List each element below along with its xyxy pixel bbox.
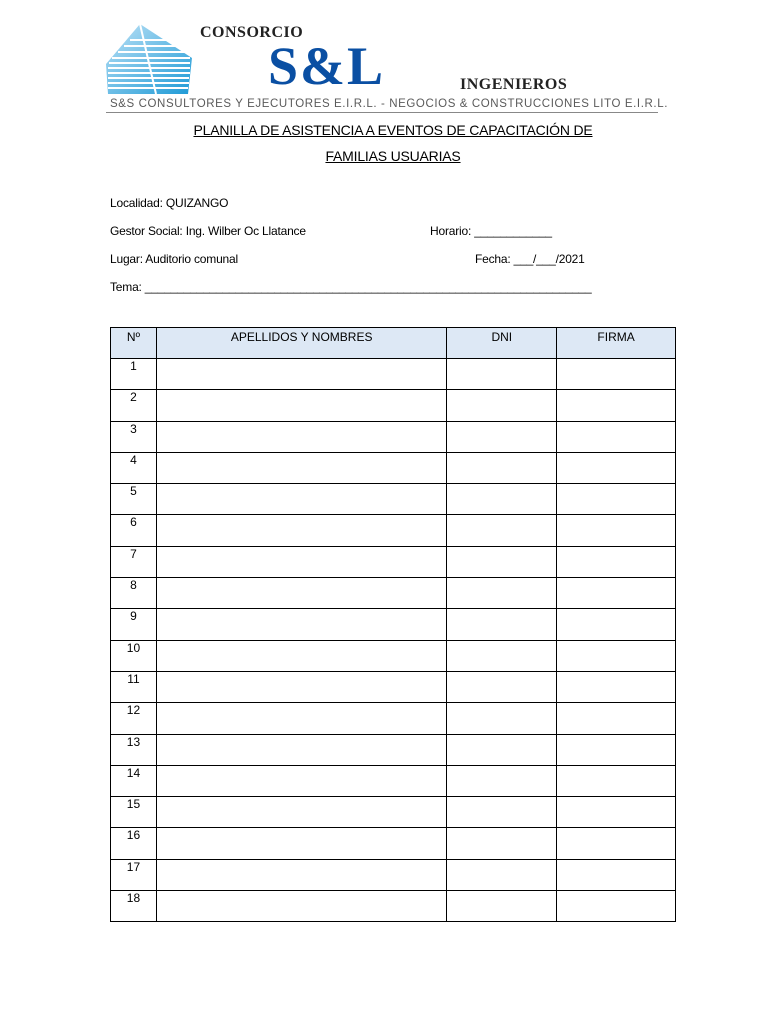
dni-cell[interactable] xyxy=(447,359,557,390)
name-cell[interactable] xyxy=(156,578,446,609)
dni-cell[interactable] xyxy=(447,546,557,577)
dni-cell[interactable] xyxy=(447,891,557,922)
table-row xyxy=(111,703,676,734)
row-number: 17 xyxy=(111,859,157,890)
table-row xyxy=(111,452,676,483)
row-number: 15 xyxy=(111,797,157,828)
table-row xyxy=(111,484,676,515)
row-number: 6 xyxy=(111,515,157,546)
name-cell[interactable] xyxy=(156,484,446,515)
row-number: 2 xyxy=(111,390,157,421)
name-cell[interactable] xyxy=(156,828,446,859)
field-localidad: Localidad: QUIZANGO xyxy=(110,196,229,210)
table-header-row xyxy=(111,328,676,359)
document-title-line1: PLANILLA DE ASISTENCIA A EVENTOS DE CAPACITACIÓN DE xyxy=(193,122,593,138)
signature-cell[interactable] xyxy=(557,828,676,859)
field-lugar: Lugar: Auditorio comunal xyxy=(110,252,238,266)
header-signature: FIRMA xyxy=(557,328,676,359)
field-gestor-social: Gestor Social: Ing. Wilber Oc Llatance xyxy=(110,224,306,238)
table-row xyxy=(111,546,676,577)
attendance-table xyxy=(110,327,676,922)
table-row xyxy=(111,859,676,890)
table-row xyxy=(111,421,676,452)
signature-cell[interactable] xyxy=(557,640,676,671)
row-number: 5 xyxy=(111,484,157,515)
document-title-line2: FAMILIAS USUARIAS xyxy=(325,148,461,164)
dni-cell[interactable] xyxy=(447,515,557,546)
row-number: 12 xyxy=(111,703,157,734)
row-number: 4 xyxy=(111,452,157,483)
signature-cell[interactable] xyxy=(557,578,676,609)
signature-cell[interactable] xyxy=(557,859,676,890)
table-row xyxy=(111,359,676,390)
name-cell[interactable] xyxy=(156,703,446,734)
dni-cell[interactable] xyxy=(447,859,557,890)
signature-cell[interactable] xyxy=(557,671,676,702)
name-cell[interactable] xyxy=(156,359,446,390)
header-dni: DNI xyxy=(447,328,557,359)
name-cell[interactable] xyxy=(156,452,446,483)
name-cell[interactable] xyxy=(156,609,446,640)
field-fecha[interactable]: Fecha: ___/___/2021 xyxy=(475,252,585,266)
name-cell[interactable] xyxy=(156,640,446,671)
signature-cell[interactable] xyxy=(557,421,676,452)
row-number: 13 xyxy=(111,734,157,765)
dni-cell[interactable] xyxy=(447,421,557,452)
row-number: 7 xyxy=(111,546,157,577)
signature-cell[interactable] xyxy=(557,609,676,640)
signature-cell[interactable] xyxy=(557,546,676,577)
signature-cell[interactable] xyxy=(557,484,676,515)
header-number: Nº xyxy=(111,328,157,359)
table-row xyxy=(111,640,676,671)
table-row xyxy=(111,390,676,421)
dni-cell[interactable] xyxy=(447,484,557,515)
name-cell[interactable] xyxy=(156,546,446,577)
dni-cell[interactable] xyxy=(447,765,557,796)
field-tema[interactable]: Tema: _____________________________________________________________________ xyxy=(110,280,592,294)
signature-cell[interactable] xyxy=(557,891,676,922)
dni-cell[interactable] xyxy=(447,452,557,483)
name-cell[interactable] xyxy=(156,390,446,421)
dni-cell[interactable] xyxy=(447,797,557,828)
row-number: 10 xyxy=(111,640,157,671)
table-row xyxy=(111,671,676,702)
dni-cell[interactable] xyxy=(447,640,557,671)
signature-cell[interactable] xyxy=(557,703,676,734)
name-cell[interactable] xyxy=(156,421,446,452)
row-number: 18 xyxy=(111,891,157,922)
dni-cell[interactable] xyxy=(447,828,557,859)
signature-cell[interactable] xyxy=(557,452,676,483)
dni-cell[interactable] xyxy=(447,609,557,640)
signature-cell[interactable] xyxy=(557,734,676,765)
table-row xyxy=(111,609,676,640)
table-body xyxy=(111,359,676,922)
row-number: 14 xyxy=(111,765,157,796)
row-number: 11 xyxy=(111,671,157,702)
row-number: 8 xyxy=(111,578,157,609)
table-row xyxy=(111,765,676,796)
row-number: 3 xyxy=(111,421,157,452)
signature-cell[interactable] xyxy=(557,359,676,390)
brand-name: S&L xyxy=(268,36,386,96)
dni-cell[interactable] xyxy=(447,671,557,702)
dni-cell[interactable] xyxy=(447,578,557,609)
name-cell[interactable] xyxy=(156,671,446,702)
signature-cell[interactable] xyxy=(557,515,676,546)
signature-cell[interactable] xyxy=(557,797,676,828)
row-number: 16 xyxy=(111,828,157,859)
field-horario[interactable]: Horario: ____________ xyxy=(430,224,552,238)
building-logo-icon xyxy=(100,18,196,98)
signature-cell[interactable] xyxy=(557,765,676,796)
letterhead xyxy=(100,18,690,118)
table-row xyxy=(111,734,676,765)
header-names: APELLIDOS Y NOMBRES xyxy=(156,328,446,359)
name-cell[interactable] xyxy=(156,515,446,546)
name-cell[interactable] xyxy=(156,734,446,765)
table-row xyxy=(111,828,676,859)
brand-ingenieros: INGENIEROS xyxy=(460,76,568,93)
brand-consorcio: CONSORCIO xyxy=(200,24,304,41)
table-row xyxy=(111,515,676,546)
name-cell[interactable] xyxy=(156,859,446,890)
row-number: 1 xyxy=(111,359,157,390)
signature-cell[interactable] xyxy=(557,390,676,421)
brand-subline: S&S CONSULTORES Y EJECUTORES E.I.R.L. - NEGOCIOS & CONSTRUCCIONES LITO E.I.R.L. xyxy=(110,98,668,110)
table-row xyxy=(111,891,676,922)
name-cell[interactable] xyxy=(156,765,446,796)
name-cell[interactable] xyxy=(156,797,446,828)
row-number: 9 xyxy=(111,609,157,640)
letterhead-divider xyxy=(106,112,658,113)
table-row xyxy=(111,578,676,609)
dni-cell[interactable] xyxy=(447,703,557,734)
dni-cell[interactable] xyxy=(447,734,557,765)
dni-cell[interactable] xyxy=(447,390,557,421)
table-row xyxy=(111,797,676,828)
name-cell[interactable] xyxy=(156,891,446,922)
